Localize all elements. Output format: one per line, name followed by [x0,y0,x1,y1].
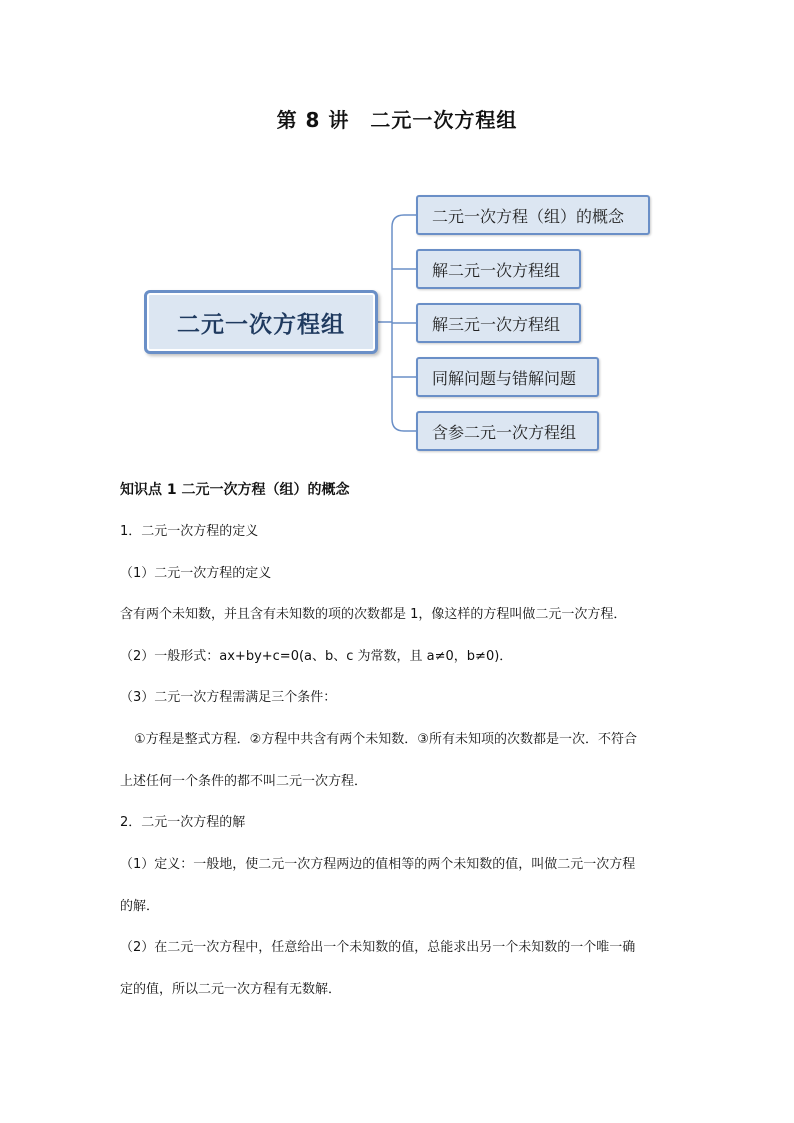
text-line: 定的值，所以二元一次方程有无数解． [120,982,342,997]
section-heading: 知识点 1 二元一次方程（组）的概念 [120,482,350,498]
mind-map-branch-solve-two-var: 解二元一次方程组 [416,249,581,289]
text-line: （3）二元一次方程需满足三个条件： [120,690,337,705]
mind-map-connectors [0,0,794,470]
text-line: 含有两个未知数，并且含有未知数的项的次数都是 1，像这样的方程叫做二元一次方程． [120,607,627,622]
text-line: （2）一般形式：ax+by+c=0(a、b、c 为常数，且 a≠0，b≠0)． [120,648,513,664]
text-line: 上述任何一个条件的都不叫二元一次方程． [120,773,368,789]
text-line: 的解． [120,898,160,914]
page-title: 第 8 讲 二元一次方程组 [276,108,518,132]
text-line: （1）定义：一般地，使二元一次方程两边的值相等的两个未知数的值，叫做二元一次方程 [120,856,636,872]
knowledge-section [120,480,680,1022]
mind-map-branch-parameter: 含参二元一次方程组 [416,411,599,451]
mind-map [0,0,794,470]
mind-map-root: 二元一次方程组 [144,290,378,354]
mind-map-branch-same-solution: 同解问题与错解问题 [416,357,599,397]
mind-map-branch-solve-three-var: 解三元一次方程组 [416,303,581,343]
mind-map-branch-concept: 二元一次方程（组）的概念 [416,195,650,235]
text-line: 2．二元一次方程的解 [120,815,246,830]
text-line: （1）二元一次方程的定义 [120,565,272,581]
text-line: （2）在二元一次方程中，任意给出一个未知数的值，总能求出另一个未知数的一个唯一确 [120,940,636,955]
text-line: ①方程是整式方程．②方程中共含有两个未知数．③所有未知项的次数都是一次．不符合 [134,731,637,747]
text-line: 1．二元一次方程的定义 [120,524,259,539]
